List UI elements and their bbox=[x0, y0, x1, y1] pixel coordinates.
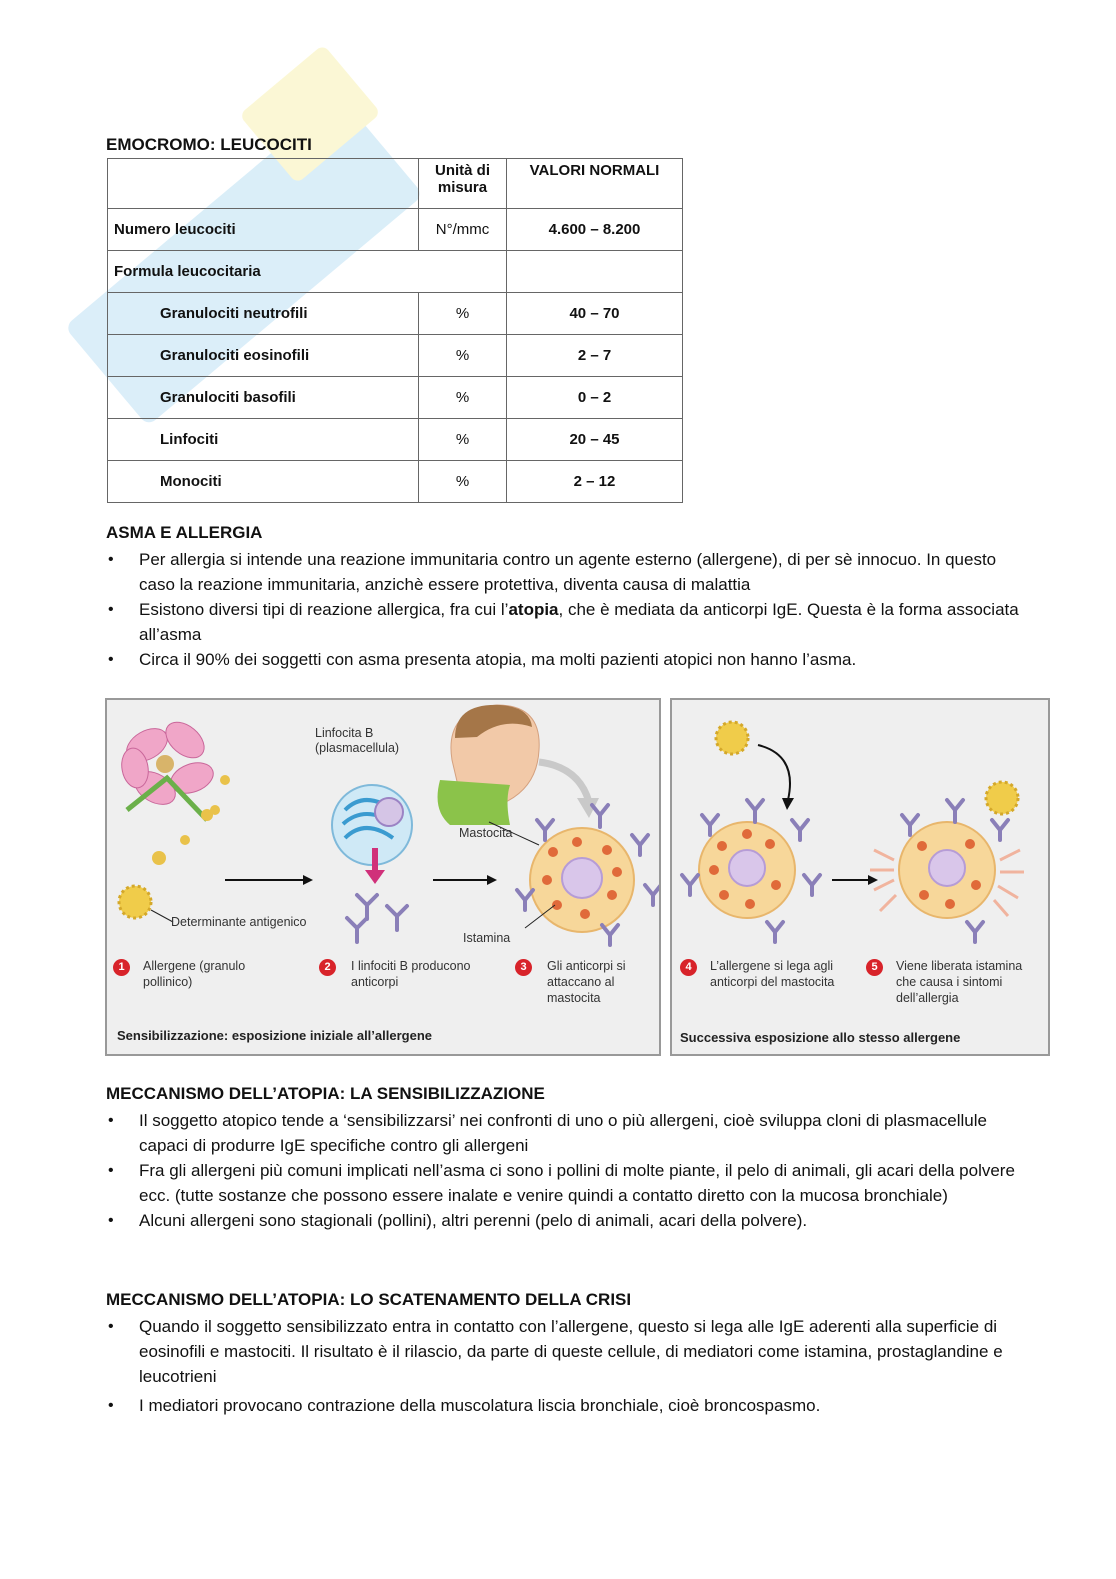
caption-reexposure: Successiva esposizione allo stesso allergene bbox=[680, 1030, 961, 1045]
row-unit: % bbox=[419, 293, 507, 335]
row-value: 20 – 45 bbox=[507, 419, 683, 461]
row-value bbox=[507, 251, 683, 293]
list-item: • Per allergia si intende una reazione immunitaria contro un agente esterno (allergene), di per sè innocuo. In questo caso la reazione immunitaria, anzichè essere protettiva, diventa causa di malattia bbox=[106, 547, 1026, 597]
table-row bbox=[108, 377, 683, 419]
bold-term-atopia: atopia bbox=[508, 600, 559, 619]
row-value: 2 – 7 bbox=[507, 335, 683, 377]
list-item: • Fra gli allergeni più comuni implicati nell’asma ci sono i pollini di molte piante, il pelo di animali, gli acari della polvere ecc. (tutte sostanze che possono essere inalate e venire quindi a contatto diretto con la mucosa bronchiale) bbox=[106, 1158, 1026, 1208]
list-item: • Circa il 90% dei soggetti con asma presenta atopia, ma molti pazienti atopici non hanno l’asma. bbox=[106, 647, 1026, 672]
crisi-title: MECCANISMO DELL’ATOPIA: LO SCATENAMENTO DELLA CRISI bbox=[106, 1290, 632, 1309]
row-value: 4.600 – 8.200 bbox=[507, 209, 683, 251]
list-item: • Quando il soggetto sensibilizzato entra in contatto con l’allergene, questo si lega alle IgE aderenti alla superficie di eosinofili e mastociti. Il risultato è il rilascio, da parte di queste cellule, di mediatori come istamina, prostaglandine e leucotrieni bbox=[106, 1314, 1026, 1389]
list-item: • Il soggetto atopico tende a ‘sensibilizzarsi’ nei confronti di uno o più allergeni, cioè sviluppa cloni di plasmacellule capaci di produrre IgE specifiche contro gli allergeni bbox=[106, 1108, 1026, 1158]
table-header-row bbox=[108, 159, 683, 209]
text-fragment: , che è mediata da anticorpi IgE. Questa è la forma associata all’asma bbox=[139, 600, 1019, 644]
sens-title: MECCANISMO DELL’ATOPIA: LA SENSIBILIZZAZIONE bbox=[106, 1084, 545, 1103]
row-label: Numero leucociti bbox=[108, 209, 419, 251]
header-cell-empty bbox=[108, 159, 419, 209]
row-unit: % bbox=[419, 461, 507, 503]
row-label: Granulociti neutrofili bbox=[108, 293, 419, 335]
step-number: 3 bbox=[515, 959, 532, 976]
person-head-icon bbox=[438, 705, 540, 825]
list-item: • Alcuni allergeni sono stagionali (pollini), altri perenni (pelo di animali, acari della polvere). bbox=[106, 1208, 1026, 1233]
row-value: 40 – 70 bbox=[507, 293, 683, 335]
leucociti-table bbox=[107, 158, 683, 503]
label-determinante: Determinante antigenico bbox=[171, 915, 307, 929]
header-cell-values: VALORI NORMALI bbox=[507, 159, 683, 209]
step-number: 5 bbox=[866, 959, 883, 976]
asma-title: ASMA E ALLERGIA bbox=[106, 523, 263, 542]
label-istamina: Istamina bbox=[463, 931, 511, 945]
row-value: 2 – 12 bbox=[507, 461, 683, 503]
text-fragment: Esistono diversi tipi di reazione allergica, fra cui l’ bbox=[139, 600, 509, 619]
row-label: Linfociti bbox=[108, 419, 419, 461]
step-number: 2 bbox=[319, 959, 336, 976]
sens-list bbox=[106, 1108, 1026, 1233]
label-linfocita: Linfocita B (plasmacellula) bbox=[315, 726, 400, 755]
figure-panel-sensitization bbox=[105, 698, 661, 1056]
row-value: 0 – 2 bbox=[507, 377, 683, 419]
table-row bbox=[108, 461, 683, 503]
step-text: Allergene (granulo pollinico) bbox=[143, 959, 246, 989]
flower-icon bbox=[119, 715, 218, 820]
row-label: Monociti bbox=[108, 461, 419, 503]
table-row bbox=[108, 251, 683, 293]
row-unit bbox=[419, 251, 507, 293]
pollen-grain-icon bbox=[716, 722, 748, 754]
pollen-grain-icon bbox=[119, 886, 151, 918]
asma-list bbox=[106, 547, 1026, 672]
step-text: I linfociti B producono anticorpi bbox=[351, 959, 471, 989]
step-text: L’allergene si lega agli anticorpi del mastocita bbox=[710, 959, 835, 989]
row-label: Granulociti basofili bbox=[108, 377, 419, 419]
mast-cell-icon bbox=[699, 822, 795, 918]
table-row bbox=[108, 419, 683, 461]
mast-cell-icon bbox=[530, 828, 634, 932]
list-item bbox=[106, 597, 1026, 647]
step-text: Gli anticorpi si attaccano al mastocita bbox=[547, 959, 626, 1005]
pollen-grain-icon bbox=[986, 782, 1018, 814]
table-row bbox=[108, 293, 683, 335]
step-number: 1 bbox=[113, 959, 130, 976]
figure-panel-reexposure bbox=[670, 698, 1050, 1056]
row-unit: % bbox=[419, 335, 507, 377]
list-item: • I mediatori provocano contrazione della muscolatura liscia bronchiale, cioè broncospasmo. bbox=[106, 1393, 1026, 1418]
table-title: EMOCROMO: LEUCOCITI bbox=[106, 135, 312, 154]
caption-sensitization: Sensibilizzazione: esposizione iniziale all’allergene bbox=[117, 1028, 432, 1043]
crisi-list bbox=[106, 1314, 1026, 1418]
step-number: 4 bbox=[680, 959, 697, 976]
table-row bbox=[108, 209, 683, 251]
header-cell-unit: Unità di misura bbox=[419, 159, 507, 209]
step-text: Viene liberata istamina che causa i sintomi dell’allergia bbox=[896, 959, 1023, 1005]
table-row bbox=[108, 335, 683, 377]
row-label: Granulociti eosinofili bbox=[108, 335, 419, 377]
row-unit: % bbox=[419, 419, 507, 461]
label-mastocita: Mastocita bbox=[459, 826, 513, 840]
row-label: Formula leucocitaria bbox=[108, 251, 419, 293]
row-unit: N°/mmc bbox=[419, 209, 507, 251]
row-unit: % bbox=[419, 377, 507, 419]
